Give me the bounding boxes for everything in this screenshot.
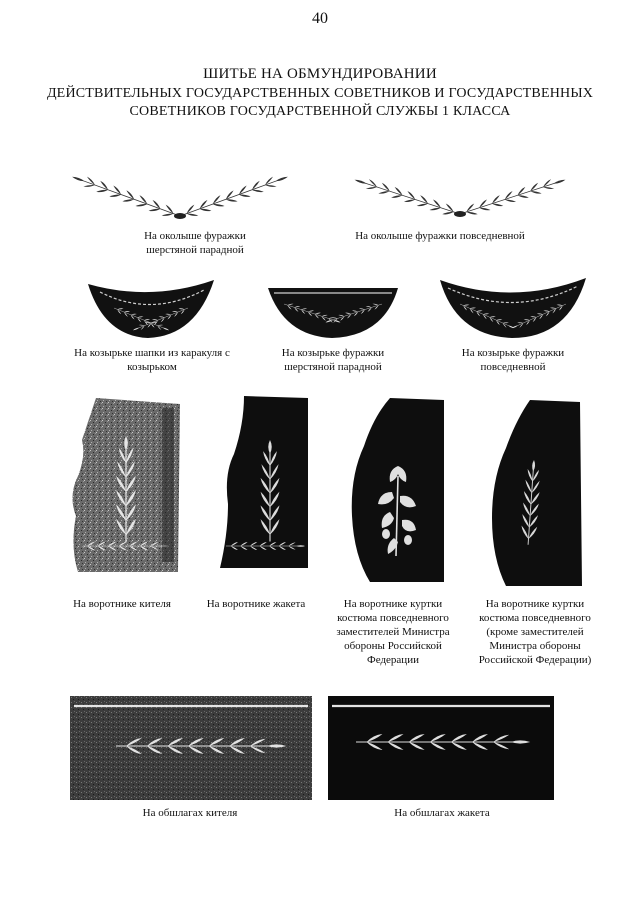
caption-line: На козырьке фуражки	[461, 347, 565, 359]
caption-cuff-tunic: На обшлагах кителя	[142, 807, 238, 819]
collar-others-embroidery	[484, 398, 584, 588]
page-title: ШИТЬЕ НА ОБМУНДИРОВАНИИ	[203, 66, 437, 82]
collar-tunic-embroidery	[66, 396, 182, 574]
band-parade-embroidery	[60, 172, 300, 224]
caption-visor-parade	[268, 346, 398, 374]
caption-line: Министра обороны	[489, 640, 581, 652]
collar-jacket-embroidery	[214, 394, 310, 570]
caption-visor-karakul	[44, 346, 260, 374]
caption-line: На козырьке фуражки	[281, 347, 385, 359]
page-number: 40	[312, 10, 328, 27]
caption-line: костюма повседневного	[479, 612, 591, 624]
visor-karakul-embroidery	[86, 278, 216, 340]
caption-line: На воротнике куртки	[343, 598, 443, 610]
collar-deputies-embroidery	[340, 396, 446, 584]
caption-line: На воротнике куртки	[485, 598, 585, 610]
caption-line: костюма повседневного	[337, 612, 449, 624]
caption-line: повседневной	[480, 361, 546, 373]
caption-collar-others	[462, 597, 608, 667]
caption-line: (кроме заместителей	[486, 626, 584, 638]
caption-band-everyday: На околыше фуражки повседневной	[355, 230, 525, 242]
caption-line: обороны Российской	[344, 640, 442, 652]
caption-line: козырьком	[127, 361, 177, 373]
visor-parade-embroidery	[266, 286, 400, 340]
band-everyday-embroidery	[340, 174, 580, 220]
caption-line: шерстяной парадной	[146, 244, 244, 256]
caption-collar-jacket: На воротнике жакета	[206, 598, 306, 610]
cuff-jacket-embroidery	[328, 696, 554, 800]
caption-line: Федерации	[367, 654, 419, 666]
caption-line: Российской Федерации)	[478, 654, 592, 666]
cuff-tunic-embroidery	[70, 696, 312, 800]
caption-line: заместителей Министра	[336, 626, 450, 638]
visor-everyday-embroidery	[438, 276, 588, 340]
caption-line: шерстяной парадной	[284, 361, 382, 373]
page-subtitle-line-2: СОВЕТНИКОВ ГОСУДАРСТВЕННОЙ СЛУЖБЫ 1 КЛАССА	[129, 104, 511, 119]
caption-visor-everyday	[446, 346, 580, 374]
caption-line: На козырьке шапки из каракуля с	[74, 347, 230, 359]
caption-collar-tunic: На воротнике кителя	[73, 598, 171, 610]
page-subtitle-line-1: ДЕЙСТВИТЕЛЬНЫХ ГОСУДАРСТВЕННЫХ СОВЕТНИКОВ И ГОСУДАРСТВЕННЫХ	[46, 86, 594, 101]
caption-collar-deputies	[318, 597, 468, 667]
caption-line: На околыше фуражки	[144, 230, 246, 242]
caption-cuff-jacket: На обшлагах жакета	[394, 807, 490, 819]
caption-band-parade	[100, 229, 290, 257]
